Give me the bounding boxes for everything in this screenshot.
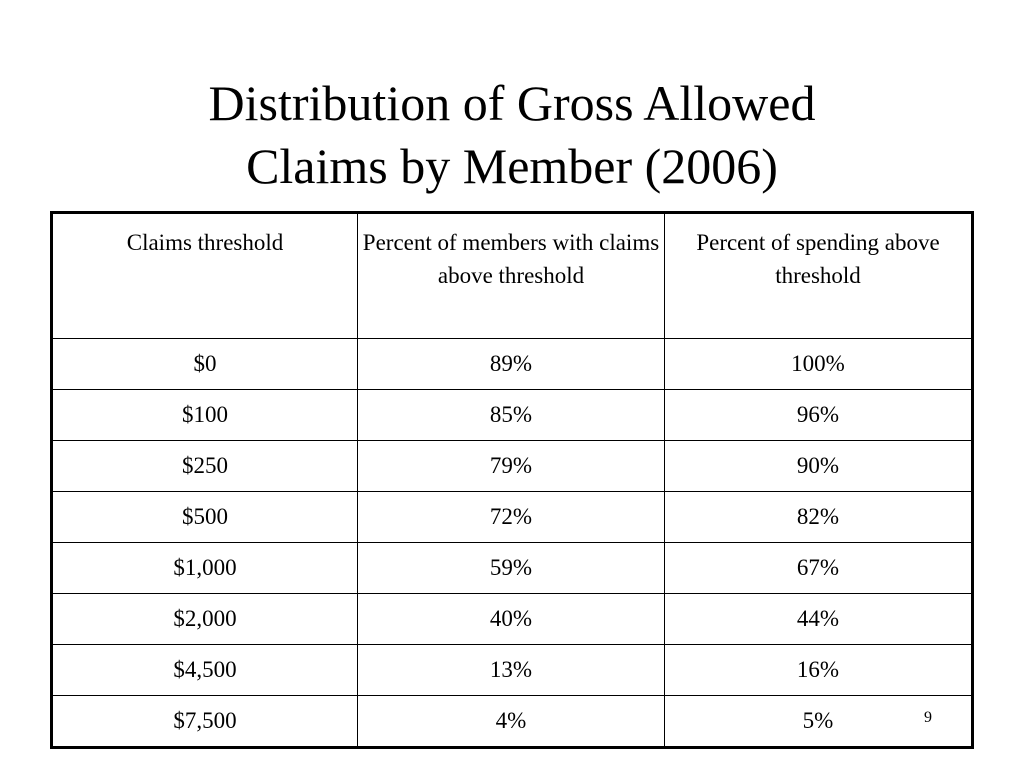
table-row	[52, 492, 973, 543]
claims-distribution-table	[50, 211, 974, 749]
threshold-cell: $100	[52, 390, 358, 441]
table-row	[52, 441, 973, 492]
threshold-cell: $2,000	[52, 594, 358, 645]
slide-title-line-1: Distribution of Gross Allowed	[208, 75, 816, 131]
threshold-cell: $250	[52, 441, 358, 492]
header-claims-threshold: Claims threshold	[52, 213, 358, 339]
members-percent-cell: 72%	[358, 492, 665, 543]
table-row	[52, 339, 973, 390]
threshold-cell: $1,000	[52, 543, 358, 594]
table-row	[52, 543, 973, 594]
members-percent-cell: 89%	[358, 339, 665, 390]
spending-percent-cell: 82%	[664, 492, 972, 543]
spending-percent-cell: 100%	[664, 339, 972, 390]
spending-percent-cell: 96%	[664, 390, 972, 441]
table-row	[52, 696, 973, 748]
threshold-cell: $7,500	[52, 696, 358, 748]
spending-percent-cell: 44%	[664, 594, 972, 645]
slide-title	[0, 72, 1024, 198]
spending-percent-cell: 16%	[664, 645, 972, 696]
table-row	[52, 390, 973, 441]
table-row	[52, 645, 973, 696]
table-row	[52, 594, 973, 645]
members-percent-cell: 4%	[358, 696, 665, 748]
spending-percent-cell: 67%	[664, 543, 972, 594]
members-percent-cell: 59%	[358, 543, 665, 594]
page-number: 9	[924, 709, 932, 726]
table-header-row	[52, 213, 973, 339]
members-percent-cell: 40%	[358, 594, 665, 645]
threshold-cell: $4,500	[52, 645, 358, 696]
members-percent-cell: 13%	[358, 645, 665, 696]
header-percent-spending: Percent of spending above threshold	[664, 213, 972, 339]
spending-percent-cell: 5%	[664, 696, 972, 748]
threshold-cell: $500	[52, 492, 358, 543]
members-percent-cell: 79%	[358, 441, 665, 492]
threshold-cell: $0	[52, 339, 358, 390]
spending-percent-cell: 90%	[664, 441, 972, 492]
header-percent-members: Percent of members with claims above threshold	[358, 213, 665, 339]
members-percent-cell: 85%	[358, 390, 665, 441]
slide-title-line-2: Claims by Member (2006)	[246, 138, 778, 194]
